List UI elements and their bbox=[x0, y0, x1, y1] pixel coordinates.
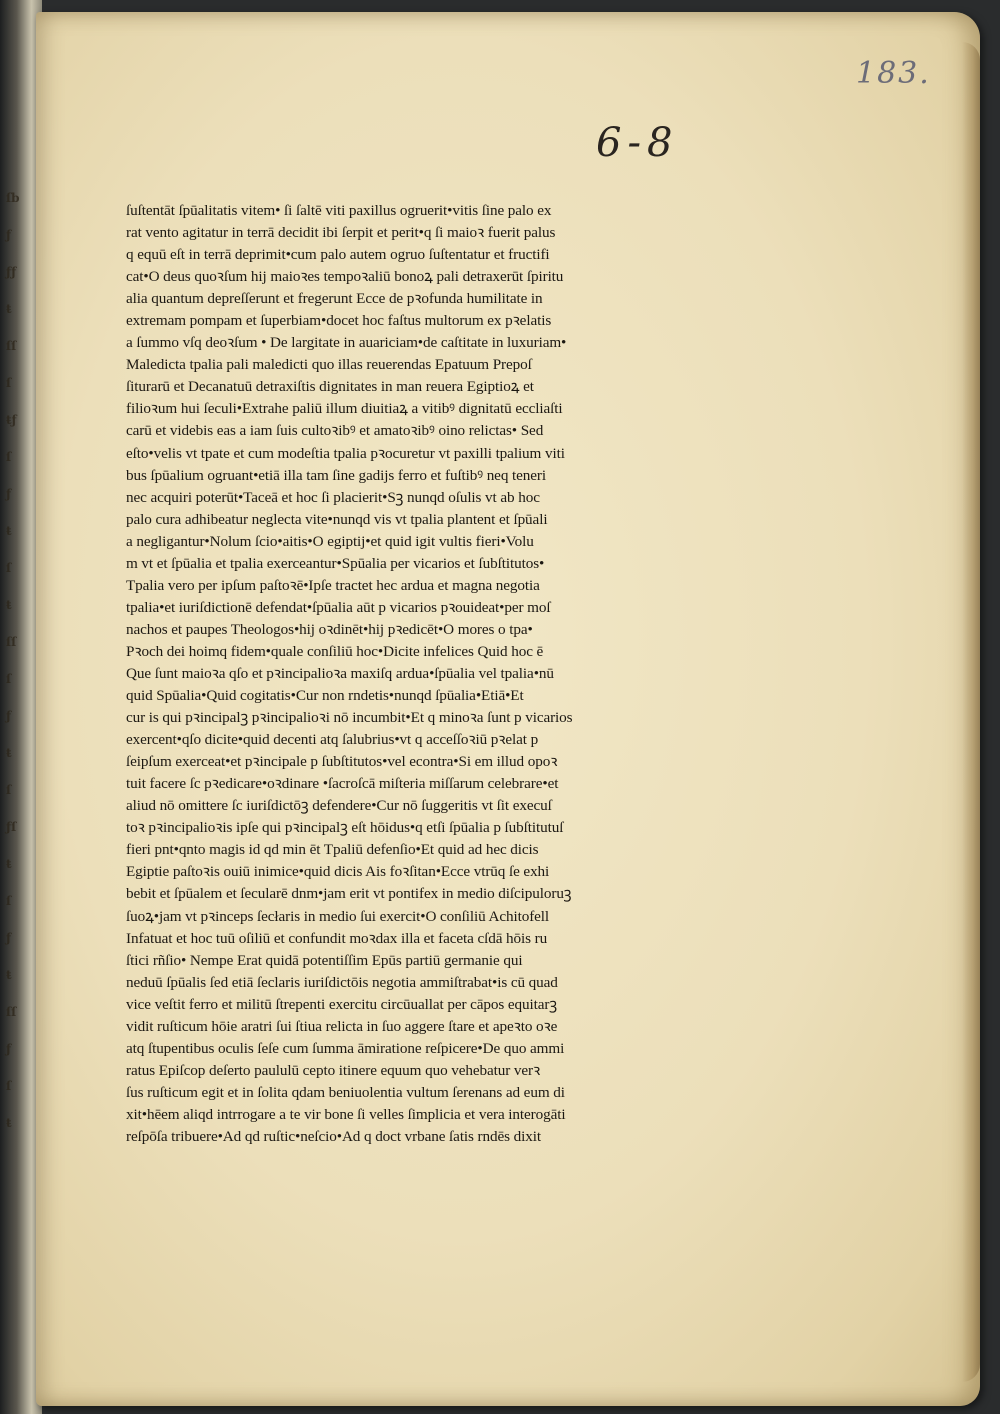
gutter-fragment: ƒ bbox=[6, 487, 12, 501]
gutter-fragment: ſ bbox=[6, 561, 12, 575]
adjacent-page-text-fragments bbox=[6, 180, 28, 1142]
text-line: Que ſunt maioꝛa qſo et pꝛincipalioꝛa maxiſq ardua•ſpūalia vel tpalia•nū bbox=[126, 664, 554, 682]
gutter-fragment: ƒ bbox=[6, 1042, 12, 1056]
text-line: bebit et ſpūalem et ſecularē dnm•jam erit vt pontifex in medio diſcipuloruꝫ bbox=[126, 885, 572, 903]
text-line: carū et videbis eas a iam ſuis cultoꝛibꝰ et amatoꝛibꝰ oino relictas• Sed bbox=[126, 422, 544, 440]
text-line: aliud nō omittere ſc iuriſdictōꝫ defendere•Cur nō ſuggeritis vt ſit execuſ bbox=[126, 797, 552, 815]
text-line: Egiptie paſtoꝛis ouiū inimice•quid dicis Ais foꝛſitan•Ecce vtrūq ſe exhi bbox=[126, 863, 550, 881]
gutter-fragment: ſſ bbox=[6, 635, 17, 649]
text-line: tuit facere ſc pꝛedicare•oꝛdinare •ſacroſcā miſteria miſſarum celebrare•et bbox=[126, 775, 559, 793]
text-line: eſto•velis vt tpate et cum modeſtia tpalia pꝛocuretur vt paxilli tpalium viti bbox=[126, 444, 565, 462]
text-line: alia quantum depreſſerunt et fregerunt Ecce de pꝛofunda humilitate in bbox=[126, 290, 543, 308]
text-line: q equū eſt in terrā deprimit•cum palo autem ogruo ſuſtentatur et fructifi bbox=[126, 246, 550, 264]
text-line: nachos et paupes Theologos•hij oꝛdinēt•hij pꝛedicēt•O mores o tpa• bbox=[126, 620, 533, 638]
text-line: tpalia•et iuriſdictionē defendat•ſpūalia aūt p vicarios pꝛouideat•per moſ bbox=[126, 598, 551, 616]
text-line: m vt et ſpūalia et tpalia exerceantur•Spūalia per vicarios et ſubſtitutos• bbox=[126, 554, 545, 572]
text-line: cat•O deus quoꝛſum hij maioꝛes tempoꝛaliū bonoꝝ pali detraxerūt ſpiritu bbox=[126, 268, 564, 286]
text-line: ſeipſum exerceat•et pꝛincipale p ſubſtitutos•vel econtra•Si em illud opoꝛ bbox=[126, 753, 558, 771]
text-line: filioꝛum hui ſeculi•Extrahe paliū illum diuitiaꝝ a vitibꝰ dignitatū eccliaſti bbox=[126, 400, 563, 418]
gutter-fragment: ſ bbox=[6, 783, 12, 797]
text-line: ſus ruſticum egit et in ſolita qdam beniuolentia vultum ſerenans ad eum di bbox=[126, 1083, 565, 1101]
handwritten-annotation: 6-8 bbox=[596, 120, 679, 166]
gutter-fragment: ſb bbox=[6, 191, 20, 205]
text-line: vice veſtit ferro et militū ſtrepenti exercitu circūuallat per cāpos equitarꝫ bbox=[126, 995, 558, 1013]
gutter-fragment: ŧƒ bbox=[6, 413, 17, 427]
gutter-fragment: ſ bbox=[6, 894, 12, 908]
gutter-fragment: ŧ bbox=[6, 1116, 12, 1130]
text-line: reſpōſa tribuere•Ad qd ruſtic•neſcio•Ad q doct vrbane ſatis rndēs dixit bbox=[126, 1127, 541, 1145]
gutter-fragment: ŧ bbox=[6, 302, 12, 316]
text-line: bus ſpūalium ogruant•etiā illa tam ſine gadijs ferro et fuſtibꝰ neq teneri bbox=[126, 466, 546, 484]
text-line: Tpalia vero per ipſum paſtoꝛē•Ipſe tractet hec ardua et magna negotia bbox=[126, 576, 540, 594]
text-line: ratus Epiſcop deſerto paululū cepto itinere equum quo vehebatur verꝛ bbox=[126, 1061, 541, 1079]
gutter-fragment: ſ bbox=[6, 1079, 12, 1093]
text-line: quid Spūalia•Quid cogitatis•Cur non rndetis•nunqd ſpūalia•Etiā•Et bbox=[126, 687, 524, 705]
gutter-fragment: ſ bbox=[6, 376, 12, 390]
text-line: ſiturarū et Decanatuū detraxiſtis dignitates in man reuera Egiptioꝝ et bbox=[126, 378, 534, 396]
gutter-fragment: ŧ bbox=[6, 857, 12, 871]
page-edge bbox=[962, 42, 980, 1382]
text-line: Maledicta tpalia pali maledicti quo illas reuerendas Epatuum Prepoſ bbox=[126, 356, 532, 374]
gutter-fragment: ŧ bbox=[6, 524, 12, 538]
gutter-fragment: ŧ bbox=[6, 598, 12, 612]
text-line: toꝛ pꝛincipalioꝛis ipſe qui pꝛincipalꝫ eſt hōidus•q etſi ſpūalia p ſubſtitutuſ bbox=[126, 819, 564, 837]
gutter-fragment: ƒƒ bbox=[6, 265, 17, 279]
text-line: Pꝛoch dei hoimq fidem•quale conſiliū hoc•Dicite infelices Quid hoc ē bbox=[126, 642, 544, 660]
text-line: nec acquiri poterūt•Taceā et hoc ſi placierit•Sꝫ nunqd oſulis vt ab hoc bbox=[126, 488, 540, 506]
text-line: a negligantur•Nolum ſcio•aitis•O egiptij•et quid igit vultis fieri•Volu bbox=[126, 532, 534, 550]
text-line: palo cura adhibeatur neglecta vite•nunqd vis vt tpalia plantent et ſpūali bbox=[126, 510, 548, 528]
gutter-fragment: ſ bbox=[6, 672, 12, 686]
text-line: Infatuat et hoc tuū oſiliū et confundit moꝛdax illa et faceta cſdā hōis ru bbox=[126, 929, 548, 947]
gutter-fragment: ſ bbox=[6, 450, 12, 464]
gutter-fragment: ŧ bbox=[6, 746, 12, 760]
text-line: ſuoꝝ•jam vt pꝛinceps ſecłaris in medio ſui exercit•O conſiliū Achitofell bbox=[126, 907, 550, 925]
gutter-fragment: ƒſ bbox=[6, 820, 17, 834]
book-page bbox=[36, 12, 980, 1406]
gutter-fragment: ƒ bbox=[6, 228, 12, 242]
text-line: fieri pnt•qnto magis id qd min ēt Tpaliū defenſio•Et quid ad hec dicis bbox=[126, 841, 539, 859]
gutter-fragment: ƒ bbox=[6, 931, 12, 945]
text-line: vidit ruſticum hōie aratri ſui ſtiua relicta in ſuo aggere ſtare et apeꝛto oꝛe bbox=[126, 1017, 558, 1035]
text-line: atq ſtupentibus oculis ſeſe cum ſumma āmiratione reſpicere•De quo ammi bbox=[126, 1039, 565, 1057]
gutter-fragment: ŧ bbox=[6, 968, 12, 982]
text-line: exercent•qſo dicite•quid decenti atq ſalubrius•vt q acceſſoꝛiū pꝛelat p bbox=[126, 731, 539, 749]
text-line: xit•hēem aliqd intrrogare a te vir bone ſi velles ſimplicia et vera interogāti bbox=[126, 1105, 566, 1123]
text-line: ſuſtentāt ſpūalitatis vitem• ſi ſaltē viti paxillus ogruerit•vitis ſine palo ex bbox=[126, 202, 552, 219]
gutter-fragment: ƒ bbox=[6, 709, 12, 723]
folio-number: 183. bbox=[856, 56, 931, 91]
text-line: ſtici rñſio• Nempe Erat quidā potentiſſim Epūs partiū germanie qui bbox=[126, 951, 523, 969]
text-line: neduū ſpūalis ſed etiā ſeclaris iuriſdictōis negotia ammiſtrabat•is cū quad bbox=[126, 973, 558, 991]
text-line: rat vento agitatur in terrā decidit ibi ſerpit et perit•q ſi maioꝛ fuerit palus bbox=[126, 224, 556, 242]
gutter-fragment: ſſ bbox=[6, 339, 17, 353]
text-line: a ſummo vſq deoꝛſum • De largitate in auariciam•de caſtitate in luxuriam• bbox=[126, 334, 567, 352]
gutter-fragment: ſſ bbox=[6, 1005, 17, 1019]
text-line: extremam pompam et ſuperbiam•docet hoc faſtus multorum ex pꝛelatis bbox=[126, 312, 552, 330]
blackletter-text-block bbox=[126, 200, 736, 1148]
text-line: cur is qui pꝛincipalꝫ pꝛincipalioꝛi nō incumbit•Et q minoꝛa ſunt p vicarios bbox=[126, 709, 573, 727]
